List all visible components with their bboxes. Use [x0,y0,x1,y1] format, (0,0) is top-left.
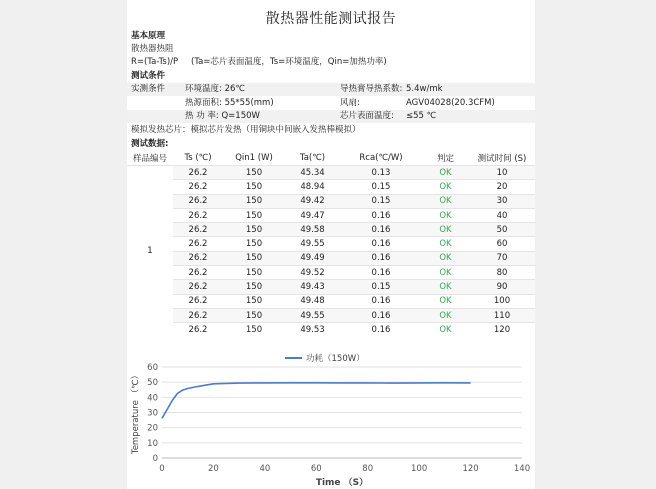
ta-cell: 48.94 [285,180,340,194]
table-row [127,323,535,337]
ta-cell: 49.55 [285,237,340,251]
heat-power: 热 功 率: Q=150W [185,111,260,121]
rca-cell: 0.16 [340,266,422,280]
table-row [127,180,535,194]
ta-cell: 49.49 [285,251,340,265]
fan-value: AGV04028(20.3CFM) [406,98,495,108]
x-tick-label: 40 [259,464,271,474]
table-row [127,194,535,208]
result-cell: OK [422,208,469,222]
ta-cell: 49.52 [285,266,340,280]
ambient-temp: 环境温度: 26℃ [185,84,245,94]
header-qin: Qin1 (W) [235,153,273,163]
rca-cell: 0.16 [340,251,422,265]
y-tick-label: 30 [147,408,158,419]
rca-cell: 0.15 [340,194,422,208]
header-sample-id: 样品编号 [132,154,167,164]
result-cell: OK [422,294,469,308]
y-tick-label: 0 [152,454,158,464]
rca-cell: 0.16 [340,237,422,251]
ts-cell: 26.2 [173,323,223,337]
thermal-paste-value: 5.4w/mk [406,84,443,94]
x-axis-label: Time （S） [315,478,369,488]
ts-cell: 26.2 [173,308,223,322]
result-cell: OK [422,194,469,208]
rca-cell: 0.15 [340,280,422,294]
y-tick-label: 40 [147,393,158,404]
report-page [127,0,535,489]
time-cell: 10 [469,166,535,180]
data-table [127,151,535,337]
result-cell: OK [422,251,469,265]
x-tick-label: 0 [159,464,165,474]
report-title: 散热器性能测试报告 [265,11,397,27]
ts-cell: 26.2 [173,223,223,237]
ts-cell: 26.2 [173,194,223,208]
x-tick-label: 120 [462,464,479,474]
qin-cell: 150 [223,323,285,337]
time-cell: 60 [469,237,535,251]
rca-cell: 0.15 [340,180,422,194]
result-cell: OK [422,237,469,251]
result-cell: OK [422,223,469,237]
ts-cell: 26.2 [173,280,223,294]
x-tick-label: 100 [411,464,428,474]
qin-cell: 150 [223,208,285,222]
table-row [127,166,535,180]
table-row [127,266,535,280]
time-cell: 120 [469,323,535,337]
sample-id-cell: 1 [127,166,173,337]
rca-cell: 0.16 [340,208,422,222]
rca-cell: 0.13 [340,166,422,180]
y-tick-label: 10 [147,438,158,449]
result-cell: OK [422,166,469,180]
time-cell: 70 [469,251,535,265]
conditions-label: 实测条件 [131,84,166,94]
ts-cell: 26.2 [173,166,223,180]
result-cell: OK [422,308,469,322]
rca-cell: 0.16 [340,323,422,337]
time-cell: 80 [469,266,535,280]
qin-cell: 150 [223,251,285,265]
table-header-row [127,151,535,166]
temperature-chart [127,346,535,488]
table-row [127,280,535,294]
x-tick-label: 20 [208,464,219,474]
ta-cell: 45.34 [285,166,340,180]
ts-cell: 26.2 [173,266,223,280]
ts-cell: 26.2 [173,237,223,251]
result-cell: OK [422,280,469,294]
rca-cell: 0.16 [340,294,422,308]
time-cell: 110 [469,308,535,322]
x-tick-label: 140 [513,464,531,474]
ta-cell: 49.58 [285,223,340,237]
ta-cell: 49.55 [285,308,340,322]
fan-label: 风扇: [340,98,360,108]
qin-cell: 150 [223,166,285,180]
legend-label: 功耗（150W） [306,354,365,364]
table-row [127,223,535,237]
header-ts: Ts (℃) [184,153,212,163]
qin-cell: 150 [223,223,285,237]
y-tick-label: 50 [147,378,158,389]
ta-cell: 49.42 [285,194,340,208]
table-row [127,308,535,322]
header-result: 判定 [436,154,454,164]
heat-source-area: 热源面积: 55*55(mm) [185,98,274,108]
data-heading: 测试数据: [131,139,169,149]
ta-cell: 49.47 [285,208,340,222]
ts-cell: 26.2 [173,294,223,308]
y-axis-label: Temperature （℃） [131,370,141,455]
qin-cell: 150 [223,308,285,322]
thermal-paste-label: 导热膏导热系数: [340,84,403,94]
time-cell: 100 [469,294,535,308]
qin-cell: 150 [223,266,285,280]
x-tick-label: 60 [310,464,322,474]
ts-cell: 26.2 [173,251,223,265]
ts-cell: 26.2 [173,180,223,194]
qin-cell: 150 [223,280,285,294]
y-tick-label: 60 [147,363,158,373]
formula-note: (Ta=芯片表面温度，Ts=环境温度，Qin=加热功率) [191,57,387,67]
time-cell: 40 [469,208,535,222]
principle-subheading: 散热器热阻 [131,44,174,54]
time-cell: 30 [469,194,535,208]
time-cell: 50 [469,223,535,237]
ta-cell: 49.48 [285,294,340,308]
ta-cell: 49.43 [285,280,340,294]
header-rca: Rca(℃/W) [359,153,403,163]
qin-cell: 150 [223,194,285,208]
qin-cell: 150 [223,237,285,251]
qin-cell: 150 [223,180,285,194]
rca-cell: 0.16 [340,223,422,237]
x-tick-label: 80 [362,464,374,474]
header-time: 测试时间 (S) [477,154,527,164]
principle-heading: 基本原理 [131,31,166,41]
table-row [127,251,535,265]
qin-cell: 150 [223,294,285,308]
chip-temp-value: ≤55 ℃ [406,111,437,121]
formula: R=(Ta-Ts)/P [131,57,179,67]
y-tick-label: 20 [147,423,158,434]
header-ta: Ta(℃) [299,153,326,163]
table-row [127,208,535,222]
ta-cell: 49.53 [285,323,340,337]
simulated-chip: 模拟发热芯片：模拟芯片发热（用铜块中间嵌入发热棒模拟） [131,125,361,135]
time-cell: 90 [469,280,535,294]
time-cell: 20 [469,180,535,194]
table-row [127,237,535,251]
result-cell: OK [422,266,469,280]
ts-cell: 26.2 [173,208,223,222]
chip-temp-label: 芯片表面温度: [340,111,394,121]
table-row [127,294,535,308]
rca-cell: 0.16 [340,308,422,322]
conditions-heading: 测试条件 [131,71,166,81]
result-cell: OK [422,323,469,337]
result-cell: OK [422,180,469,194]
